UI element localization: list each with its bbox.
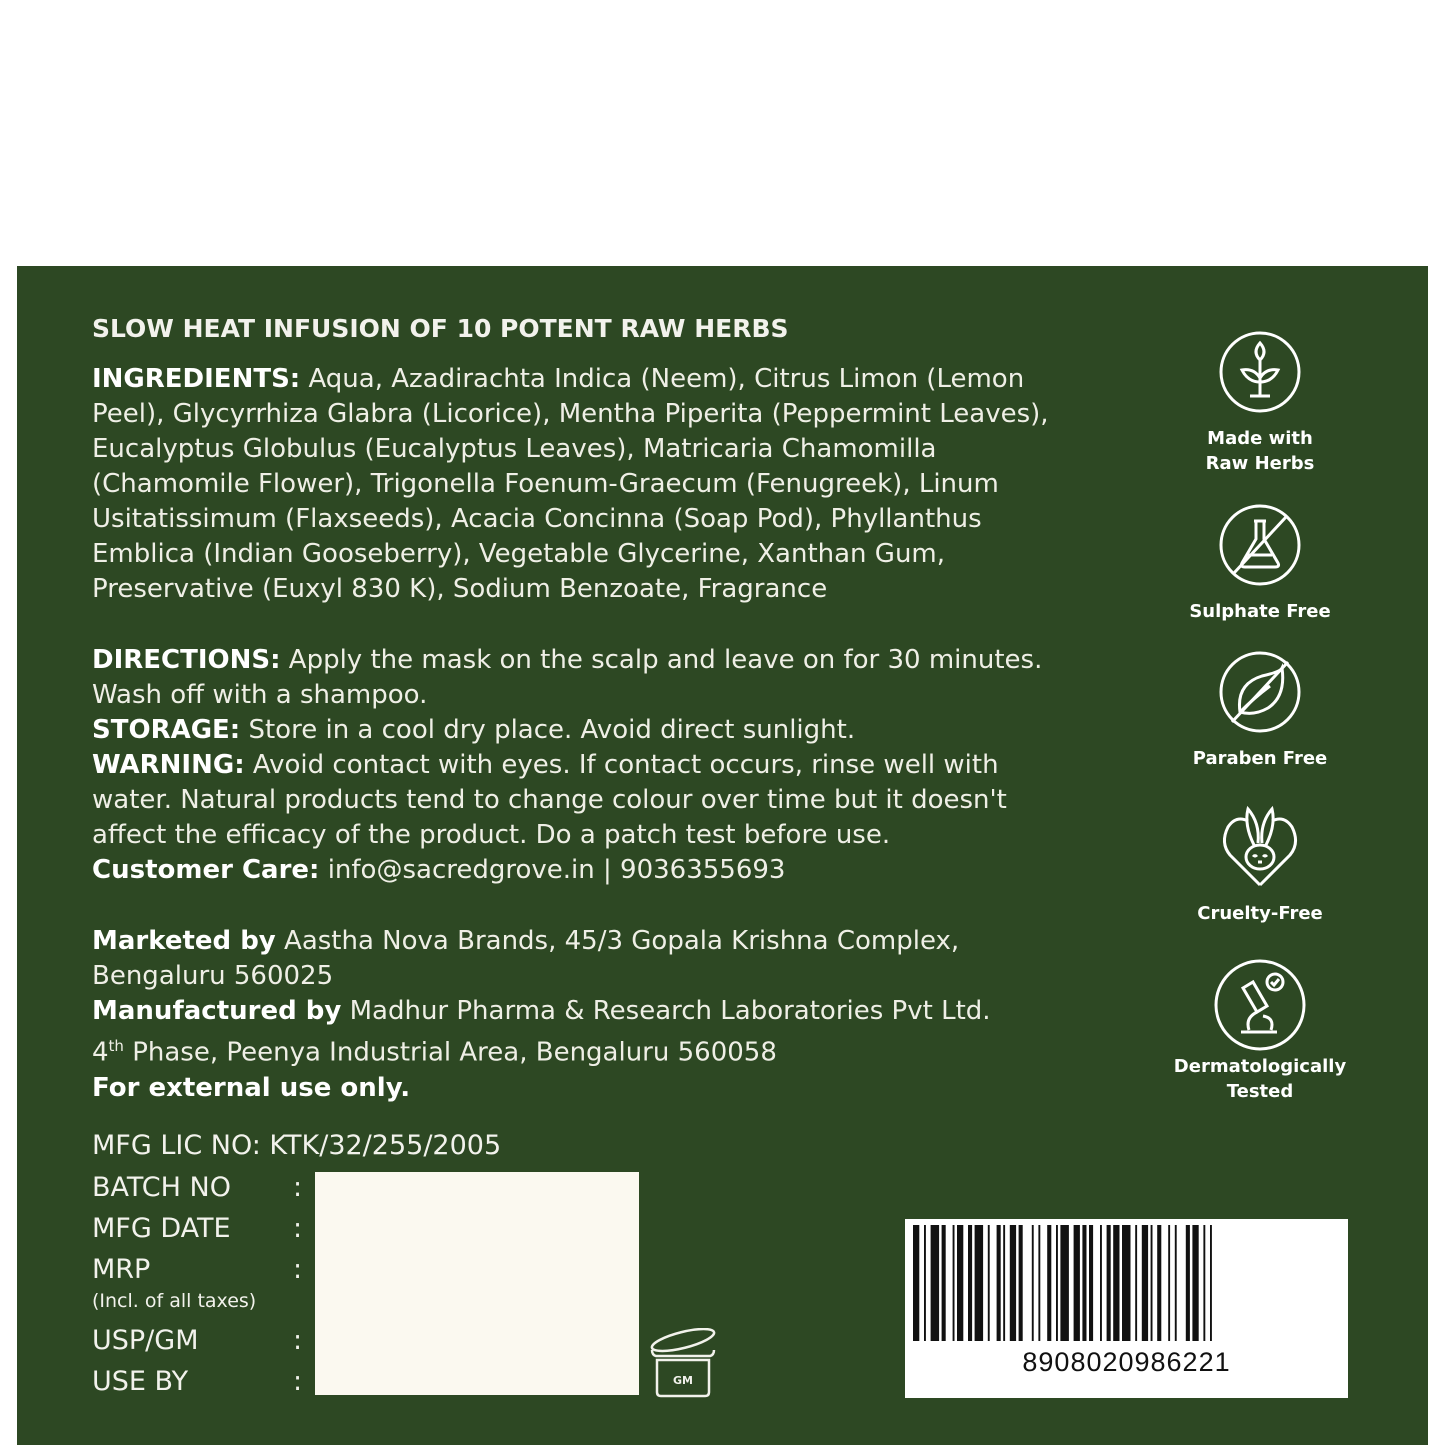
- headline: SLOW HEAT INFUSION OF 10 POTENT RAW HERBS: [92, 314, 789, 343]
- manufactured-label: Manufactured by: [92, 996, 342, 1026]
- barcode-bar: [1047, 1225, 1051, 1341]
- ingredients-label: INGREDIENTS:: [92, 364, 301, 394]
- barcode-bar: [1122, 1225, 1131, 1341]
- badge-sulphate-free: [1160, 503, 1360, 624]
- badge-cruelty-free: [1160, 805, 1360, 926]
- mfg-license: MFG LIC NO: KTK/32/255/2005: [92, 1130, 502, 1161]
- customer-care-label: Customer Care:: [92, 855, 320, 885]
- bunny-heart-icon: [1218, 805, 1302, 889]
- marketed-text: Aastha Nova Brands, 45/3 Gopala Krishna Complex,: [275, 926, 960, 956]
- customer-care-text: info@sacredgrove.in | 9036355693: [319, 855, 786, 885]
- badge-label: Made with: [1207, 428, 1313, 449]
- barcode-bars: [913, 1225, 1340, 1345]
- barcode-bar: [1100, 1225, 1102, 1341]
- ingredients-line: Peel), Glycyrrhiza Glabra (Licorice), Mentha Piperita (Peppermint Leaves),: [92, 399, 1049, 429]
- manufactured-text: Madhur Pharma & Research Laboratories Pvt Ltd.: [341, 996, 991, 1026]
- leaf-sprout-icon: [1218, 330, 1302, 414]
- ingredients-line: Usitatissimum (Flaxseeds), Acacia Concinna (Soap Pod), Phyllanthus: [92, 504, 982, 534]
- barcode-bar: [1019, 1225, 1023, 1341]
- field-mrp: MRP: [92, 1254, 151, 1285]
- jar-label: GM: [673, 1374, 693, 1387]
- marketed-text: Bengaluru 560025: [92, 961, 334, 991]
- no-leaf-icon: [1218, 650, 1302, 734]
- barcode-bar: [1107, 1225, 1111, 1341]
- barcode-bar: [1210, 1225, 1212, 1341]
- field-use-by: USE BY: [92, 1366, 189, 1397]
- microscope-icon: [1213, 958, 1307, 1052]
- field-colon: :: [293, 1172, 303, 1203]
- field-colon: :: [293, 1254, 303, 1285]
- barcode-bar: [1032, 1225, 1034, 1341]
- field-mfg-date: MFG DATE: [92, 1213, 231, 1244]
- warning-label: WARNING:: [92, 750, 245, 780]
- barcode-bar: [1157, 1225, 1161, 1341]
- barcode-bar: [975, 1225, 984, 1341]
- directions-label: DIRECTIONS:: [92, 645, 281, 675]
- barcode-bar: [924, 1225, 926, 1341]
- ingredients-line: Eucalyptus Globulus (Eucalyptus Leaves), Matricaria Chamomilla: [92, 434, 937, 464]
- barcode-bar: [1142, 1225, 1148, 1341]
- field-batch-no: BATCH NO: [92, 1172, 231, 1203]
- company-block: [92, 924, 991, 1106]
- badge-label: Dermatologically: [1173, 1056, 1347, 1077]
- barcode-number: 8908020986221: [1022, 1347, 1231, 1377]
- ingredients-block: [92, 362, 1049, 607]
- barcode-bar: [1089, 1225, 1093, 1341]
- ingredients-line: Preservative (Euxyl 830 K), Sodium Benzoate, Fragrance: [92, 574, 828, 604]
- external-use-note: For external use only.: [92, 1072, 411, 1103]
- barcode-bar: [1151, 1225, 1153, 1341]
- barcode-bar: [1010, 1225, 1016, 1341]
- badge-paraben-free: [1160, 650, 1360, 771]
- mrp-note: (Incl. of all taxes): [92, 1290, 257, 1312]
- warning-text: affect the efficacy of the product. Do a patch test before use.: [92, 820, 891, 850]
- badge-raw-herbs: [1160, 330, 1360, 476]
- warning-text: Avoid contact with eyes. If contact occurs, rinse well with: [244, 750, 999, 780]
- badge-label: Paraben Free: [1192, 748, 1328, 769]
- usage-block: [92, 643, 1042, 888]
- barcode-bar: [988, 1225, 990, 1341]
- field-usp-gm: USP/GM: [92, 1325, 199, 1356]
- barcode-bar: [968, 1225, 972, 1341]
- ingredients-line: Aqua, Azadirachta Indica (Neem), Citrus Limon (Lemon: [300, 364, 1025, 394]
- ingredients-line: (Chamomile Flower), Trigonella Foenum-Graecum (Fenugreek), Linum: [92, 469, 999, 499]
- barcode-bar: [1192, 1225, 1198, 1341]
- barcode-bar: [1203, 1225, 1205, 1341]
- barcode-bar: [1113, 1225, 1119, 1341]
- field-colon: :: [293, 1213, 303, 1244]
- badge-label: Sulphate Free: [1189, 601, 1331, 622]
- barcode: [905, 1219, 1348, 1398]
- ingredients-line: Emblica (Indian Gooseberry), Vegetable Glycerine, Xanthan Gum,: [92, 539, 946, 569]
- badge-label: Raw Herbs: [1205, 453, 1315, 474]
- barcode-bar: [1175, 1225, 1177, 1341]
- manufactured-address: 4th Phase, Peenya Industrial Area, Bengaluru 560058: [92, 1037, 777, 1068]
- directions-text: Wash off with a shampoo.: [92, 680, 428, 710]
- field-colon: :: [293, 1325, 303, 1356]
- barcode-bar: [942, 1225, 946, 1341]
- directions-text: Apply the mask on the scalp and leave on for 30 minutes.: [280, 645, 1043, 675]
- barcode-bar: [1135, 1225, 1137, 1341]
- barcode-bar: [1060, 1225, 1069, 1341]
- barcode-bar: [1056, 1225, 1058, 1341]
- marketed-label: Marketed by: [92, 926, 276, 956]
- barcode-bar: [931, 1225, 940, 1341]
- barcode-bar: [1038, 1225, 1040, 1341]
- jar-icon: [648, 1328, 718, 1400]
- badge-label: Cruelty-Free: [1197, 903, 1323, 924]
- barcode-bar: [1082, 1225, 1086, 1341]
- barcode-bar: [1074, 1225, 1080, 1341]
- barcode-bar: [913, 1225, 919, 1341]
- badge-label: Tested: [1226, 1081, 1294, 1102]
- field-colon: :: [293, 1366, 303, 1397]
- badge-dermatologically-tested: [1160, 958, 1360, 1104]
- barcode-bar: [1003, 1225, 1005, 1341]
- barcode-bar: [1168, 1225, 1170, 1341]
- no-flask-icon: [1218, 503, 1302, 587]
- barcode-bar: [957, 1225, 963, 1341]
- barcode-bar: [1186, 1225, 1190, 1341]
- barcode-bar: [997, 1225, 1001, 1341]
- storage-text: Store in a cool dry place. Avoid direct sunlight.: [240, 715, 856, 745]
- barcode-bar: [953, 1225, 955, 1341]
- batch-info-box: [315, 1172, 639, 1395]
- warning-text: water. Natural products tend to change colour over time but it doesn't: [92, 785, 1007, 815]
- storage-label: STORAGE:: [92, 715, 241, 745]
